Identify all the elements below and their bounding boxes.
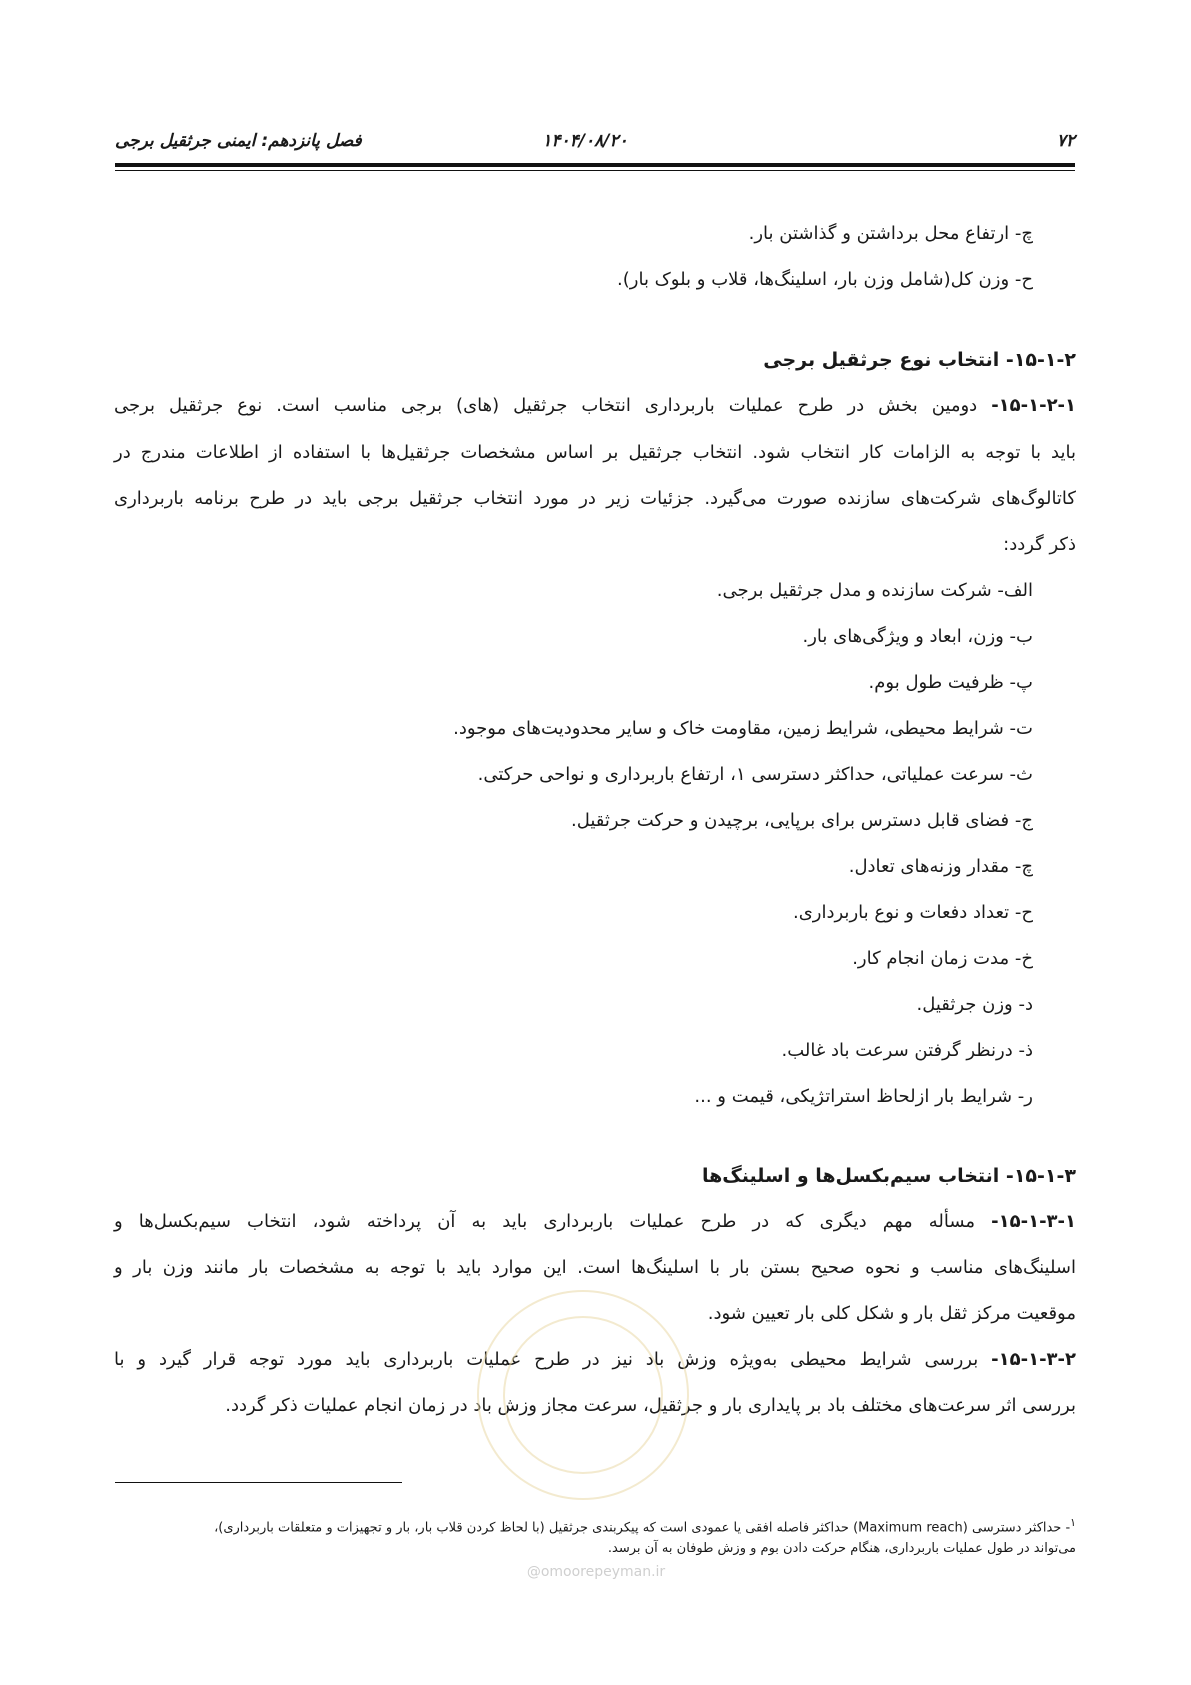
paragraph-line: بررسی اثر سرعت‌های مختلف باد بر پایداری بار و جرثقیل، سرعت مجاز وزش باد در زمان انجام عملیات ذکر گردد.	[225, 1395, 1076, 1416]
list-item: چ- ارتفاع محل برداشتن و گذاشتن بار.	[748, 223, 1033, 244]
list-item: ت- شرایط محیطی، شرایط زمین، مقاومت خاک و سایر محدودیت‌های موجود.	[453, 718, 1033, 739]
list-item: ب- وزن، ابعاد و ویژگی‌های بار.	[802, 626, 1033, 647]
page-header	[115, 127, 1075, 157]
paragraph-text: مسأله مهم دیگری که در طرح عملیات باربرداری باید به آن پرداخته شود، انتخاب سیم‌بکسل‌ها و	[114, 1211, 976, 1232]
list-item: ح- تعداد دفعات و نوع باربرداری.	[792, 902, 1033, 923]
paragraph-text: بررسی شرایط محیطی به‌ویژه وزش باد نیز در طرح عملیات باربرداری باید مورد توجه قرار گیرد و با	[114, 1349, 979, 1370]
footnote-line	[214, 1514, 1076, 1537]
paragraph-line: موقعیت مرکز ثقل بار و شکل کلی بار تعیین شود.	[707, 1303, 1076, 1324]
paragraph-line: باید با توجه به الزامات کار انتخاب شود. انتخاب جرثقیل بر اساس مشخصات جرثقیل‌ها با استفاده از اطلاعات مندرج در	[114, 442, 1076, 463]
list-item: الف- شرکت سازنده و مدل جرثقیل برجی.	[716, 580, 1033, 601]
paragraph-line: ذکر گردد:	[1003, 534, 1076, 555]
header-rule-thick	[115, 163, 1075, 167]
seal-watermark-icon	[477, 1290, 689, 1500]
list-item: ر- شرایط بار ازلحاظ استراتژیکی، قیمت و ...	[694, 1086, 1033, 1107]
header-date: ۱۴۰۴/۰۸/۲۰	[542, 131, 628, 151]
paragraph-line: کاتالوگ‌های شرکت‌های سازنده صورت می‌گیرد. جزئیات زیر در مورد انتخاب جرثقیل برجی باید در طرح برنامه باربرداری	[114, 488, 1076, 509]
list-item: خ- مدت زمان انجام کار.	[852, 948, 1033, 969]
footnote-marker: ۱	[1070, 1516, 1076, 1529]
list-item: ج- فضای قابل دسترس برای برپایی، برچیدن و حرکت جرثقیل.	[571, 810, 1033, 831]
section-heading: ۱۵-۱-۲- انتخاب نوع جرثقیل برجی	[763, 349, 1076, 371]
list-item: ح- وزن کل(شامل وزن بار، اسلینگ‌ها، قلاب و بلوک بار).	[617, 269, 1033, 290]
paragraph-number: ۱۵-۱-۲-۱-	[991, 395, 1077, 416]
list-item: پ- ظرفیت طول بوم.	[868, 672, 1033, 693]
paragraph-line	[114, 1209, 1076, 1235]
paragraph-number: ۱۵-۱-۳-۲-	[991, 1349, 1076, 1370]
chapter-title: فصل پانزدهم: ایمنی جرثقیل برجی	[115, 131, 362, 151]
footnote-rule	[115, 1482, 402, 1483]
paragraph-text: دومین بخش در طرح عملیات باربرداری انتخاب جرثقیل (های) برجی مناسب است. نوع جرثقیل برجی	[114, 395, 978, 416]
paragraph-line: اسلینگ‌های مناسب و نحوه صحیح بستن بار با اسلینگ‌ها است. این موارد باید با توجه به مشخصات بار مانند وزن بار و	[114, 1257, 1076, 1278]
footnote-line: می‌تواند در طول عملیات باربرداری، هنگام حرکت دادن بوم و وزش طوفان به آن برسد.	[607, 1541, 1076, 1556]
paragraph-line	[114, 393, 1076, 419]
page-number: ۷۲	[1056, 131, 1075, 151]
list-item: ث- سرعت عملیاتی، حداکثر دسترسی ۱، ارتفاع باربرداری و نواحی حرکتی.	[477, 764, 1033, 785]
header-rule-thin	[115, 170, 1075, 171]
list-item: د- وزن جرثقیل.	[916, 994, 1033, 1015]
site-watermark: @omoorepeyman.ir	[526, 1564, 666, 1580]
list-item: ذ- درنظر گرفتن سرعت باد غالب.	[781, 1040, 1033, 1061]
footnote-text: - حداکثر دسترسی (Maximum reach) حداکثر فاصله افقی یا عمودی است که پیکربندی جرثقیل (با لحاظ کردن قلاب بار، بار و تجهیزات و متعلقات باربرداری)،	[214, 1520, 1071, 1536]
list-item: چ- مقدار وزنه‌های تعادل.	[848, 856, 1033, 877]
section-heading: ۱۵-۱-۳- انتخاب سیم‌بکسل‌ها و اسلینگ‌ها	[701, 1165, 1076, 1187]
paragraph-number: ۱۵-۱-۳-۱-	[991, 1211, 1076, 1232]
